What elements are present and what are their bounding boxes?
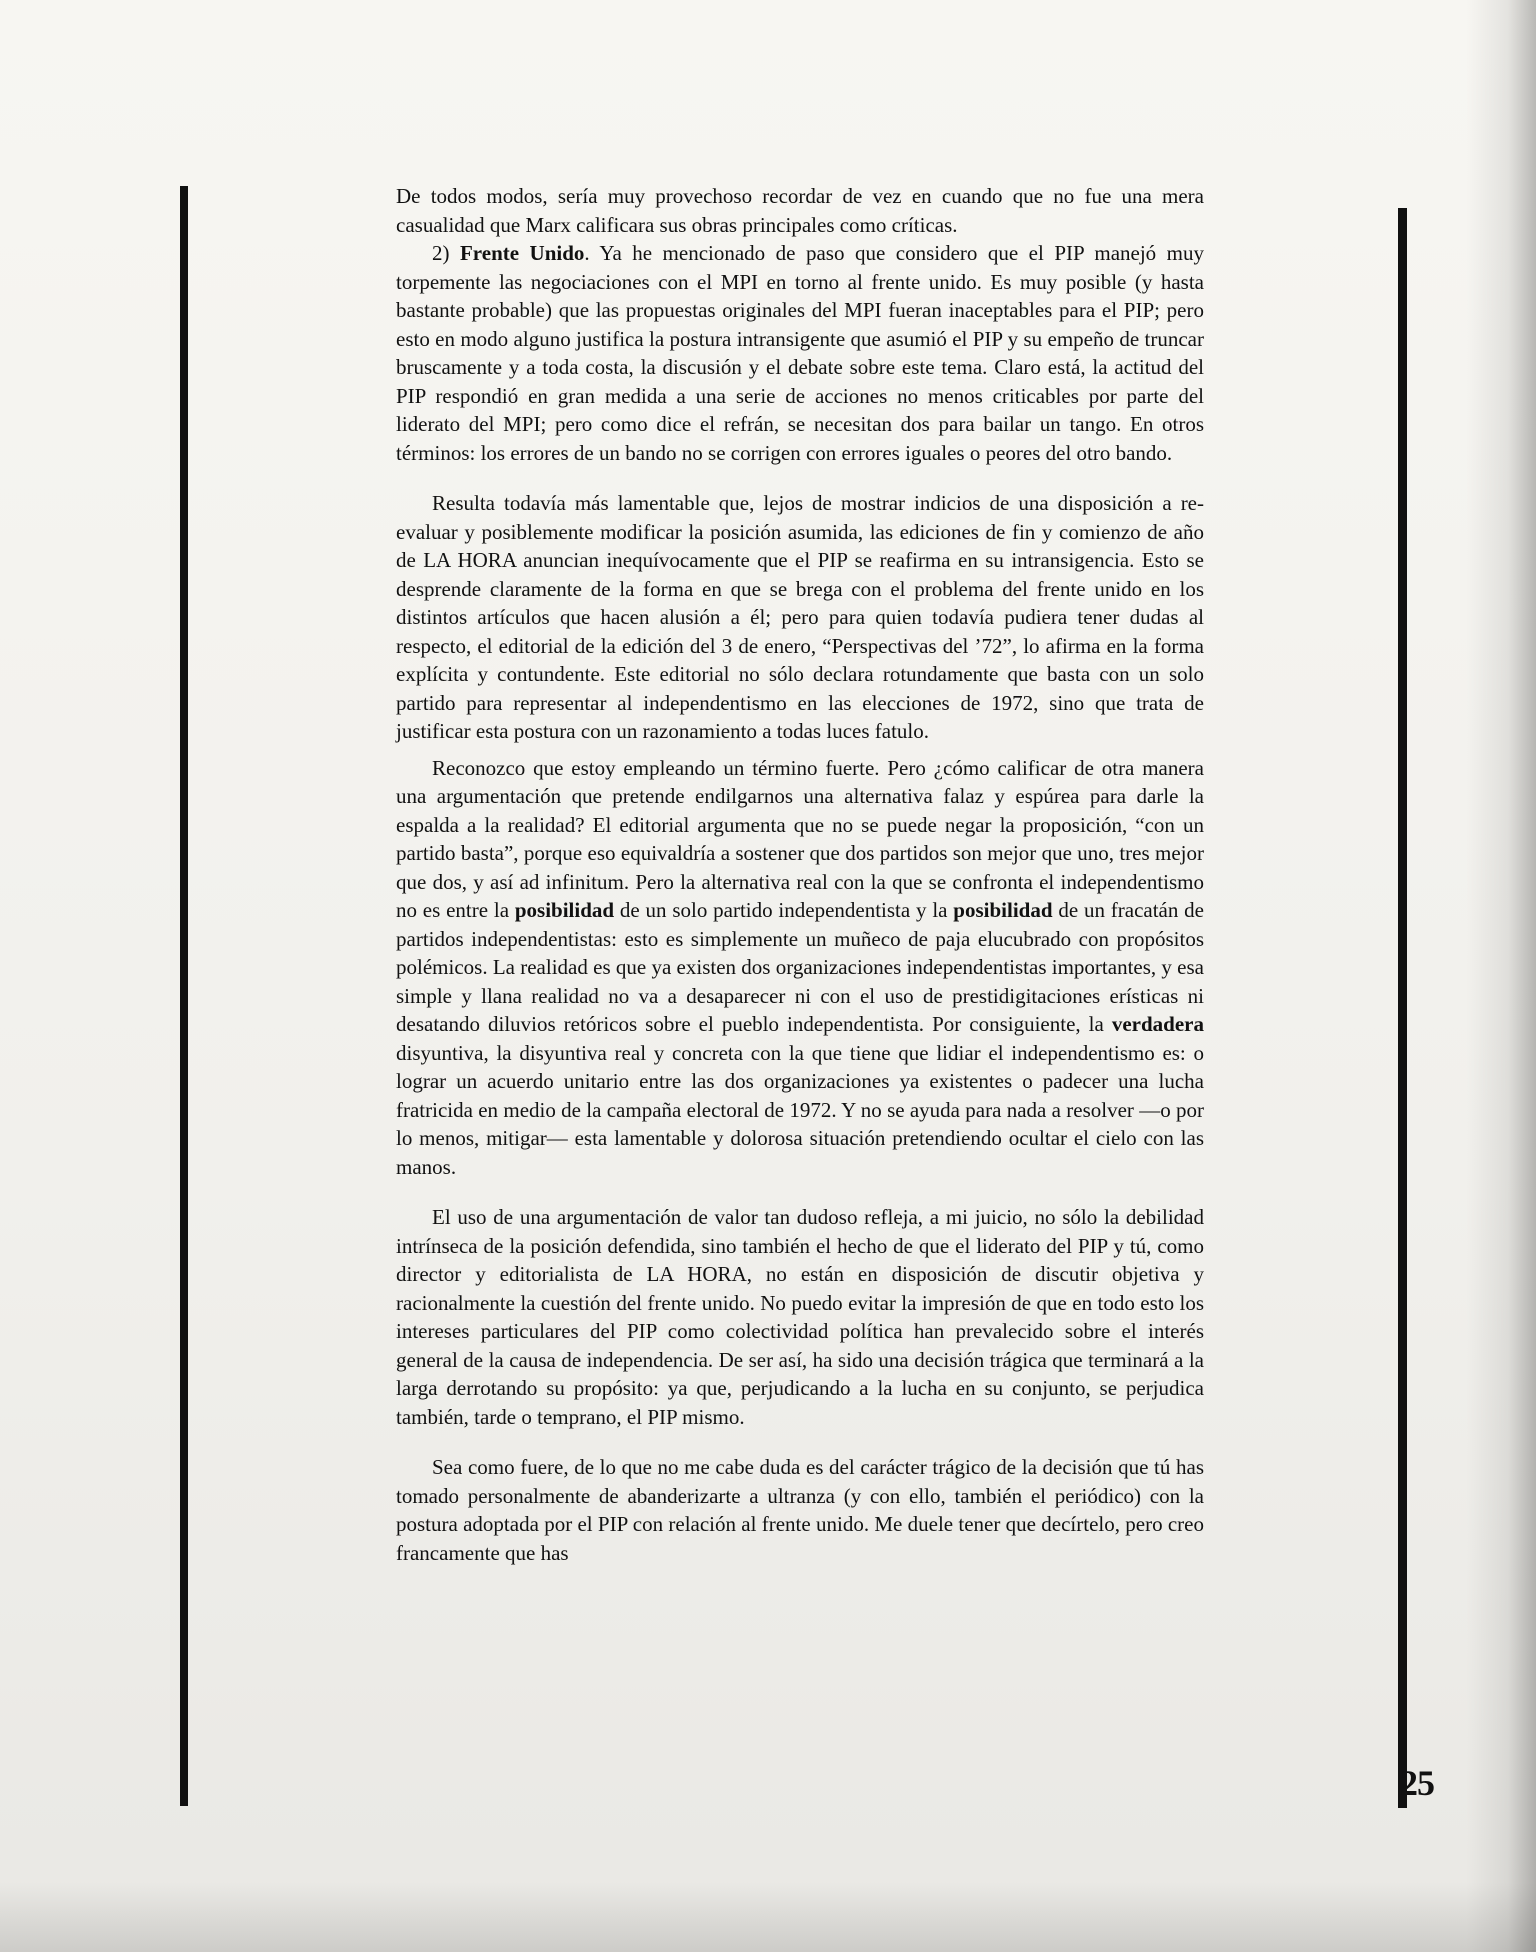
emphasis-posibilidad-2: posibilidad	[953, 898, 1053, 922]
left-margin-rule	[180, 186, 188, 1806]
paragraph-5	[396, 1203, 1204, 1431]
paragraph-3-text: Resulta todavía más lamentable que, lejos de mostrar indicios de una disposición a re-evaluar y posiblemente modificar la posición asumida, las ediciones de fin y comienzo de año de LA HORA anuncian inequívocamente que el PIP se reafirma en su intransigencia. Esto se desprende claramente de la forma en que se brega con el problema del frente unido en los distintos artículos que hacen alusión a él; pero para quien todavía pudiera tener dudas al respecto, el editorial de la edición del 3 de enero, “Perspectivas del ’72”, lo afirma en la forma explícita y contundente. Este editorial no sólo declara rotundamente que basta con un solo partido para representar al independentismo en las elecciones de 1972, sino que trata de justificar esta postura con un razonamiento a todas luces fatulo.	[396, 491, 1204, 743]
paragraph-6-text: Sea como fuere, de lo que no me cabe duda es del carácter trágico de la decisión que tú has tomado personalmente de abanderizarte a ultranza (y con ello, también el periódico) con la postura adoptada por el PIP con relación al frente unido. Me duele tener que decírtelo, pero creo francamente que has	[396, 1455, 1204, 1565]
paragraph-1	[396, 182, 1204, 239]
paragraph-3	[396, 489, 1204, 746]
right-margin-rule	[1398, 208, 1407, 1808]
page-edge-shadow-bottom	[0, 1882, 1536, 1952]
frente-unido-heading: Frente Unido	[459, 241, 585, 265]
paragraph-4	[396, 754, 1204, 1182]
emphasis-posibilidad-1: posibilidad	[514, 898, 615, 922]
paragraph-2-text: . Ya he mencionado de paso que considero que el PIP manejó muy torpemente las negociaciones con el MPI en torno al frente unido. Es muy posible (y hasta bastante probable) que las propuestas originales del MPI fueran inaceptables para el PIP; pero esto en modo alguno justifica la postura intransigente que asumió el PIP y su empeño de truncar bruscamente y a toda costa, la discusión y el debate sobre este tema. Claro está, la actitud del PIP respondió en gran medida a una serie de acciones no menos criticables por parte del liderato del MPI; pero como dice el refrán, se necesitan dos para bailar un tango. En otros términos: los errores de un bando no se corrigen con errores iguales o peores del otro bando.	[396, 241, 1204, 465]
paragraph-4-text-d: disyuntiva, la disyuntiva real y concreta con la que tiene que lidiar el independentismo es: o lograr un acuerdo unitario entre las dos organizaciones ya existentes o padecer una lucha fratricida en medio de la campaña electoral de 1972. Y no se ayuda para nada a resolver —o por lo menos, mitigar— esta lamentable y dolorosa situación pretendiendo ocultar el cielo con las manos.	[396, 1040, 1204, 1179]
paragraph-2-number: 2)	[432, 241, 460, 265]
paragraph-5-text: El uso de una argumentación de valor tan dudoso refleja, a mi juicio, no sólo la debilidad intrínseca de la posición defendida, sino también el hecho de que el liderato del PIP y tú, como director y editorialista de LA HORA, no están en disposición de discutir objetiva y racionalmente la cuestión del frente unido. No puedo evitar la impresión de que en todo esto los intereses particulares del PIP como colectividad política han prevalecido sobre el interés general de la causa de independencia. De ser así, ha sido una decisión trágica que terminará a la larga derrotando su propósito: ya que, perjudicando a la lucha en su conjunto, se perjudica también, tarde o temprano, el PIP mismo.	[396, 1205, 1204, 1429]
page-edge-shadow-right	[1466, 0, 1536, 1952]
article-body	[396, 182, 1204, 1567]
page-number: 25	[1400, 1763, 1434, 1803]
paragraph-4-text-b: de un solo partido independentista y la	[614, 898, 954, 922]
paragraph-2	[396, 239, 1204, 467]
paragraph-1-text: De todos modos, sería muy provechoso recordar de vez en cuando que no fue una mera casualidad que Marx calificara sus obras principales como críticas.	[396, 184, 1204, 237]
paragraph-4-text-a: Reconozco que estoy empleando un término fuerte. Pero ¿cómo calificar de otra manera una argumentación que pretende endilgarnos una alternativa falaz y espúrea para darle la espalda a la realidad? El editorial argumenta que no se puede negar la proposición, “con un partido basta”, porque eso equivaldría a sostener que dos partidos son mejor que uno, tres mejor que dos, y así ad infinitum. Pero la alternativa real con la que se confronta el independentismo no es entre la	[396, 755, 1204, 922]
paragraph-4-text-c: de un fracatán de partidos independentistas: esto es simplemente un muñeco de paja elucubrado con propósitos polémicos. La realidad es que ya existen dos organizaciones independentistas importantes, y esa simple y llana realidad no va a desaparecer ni con el uso de prestidigitaciones erísticas ni desatando diluvios retóricos sobre el pueblo independentista. Por consiguiente, la	[396, 898, 1204, 1036]
paragraph-6	[396, 1453, 1204, 1567]
emphasis-verdadera: verdadera	[1111, 1012, 1204, 1036]
